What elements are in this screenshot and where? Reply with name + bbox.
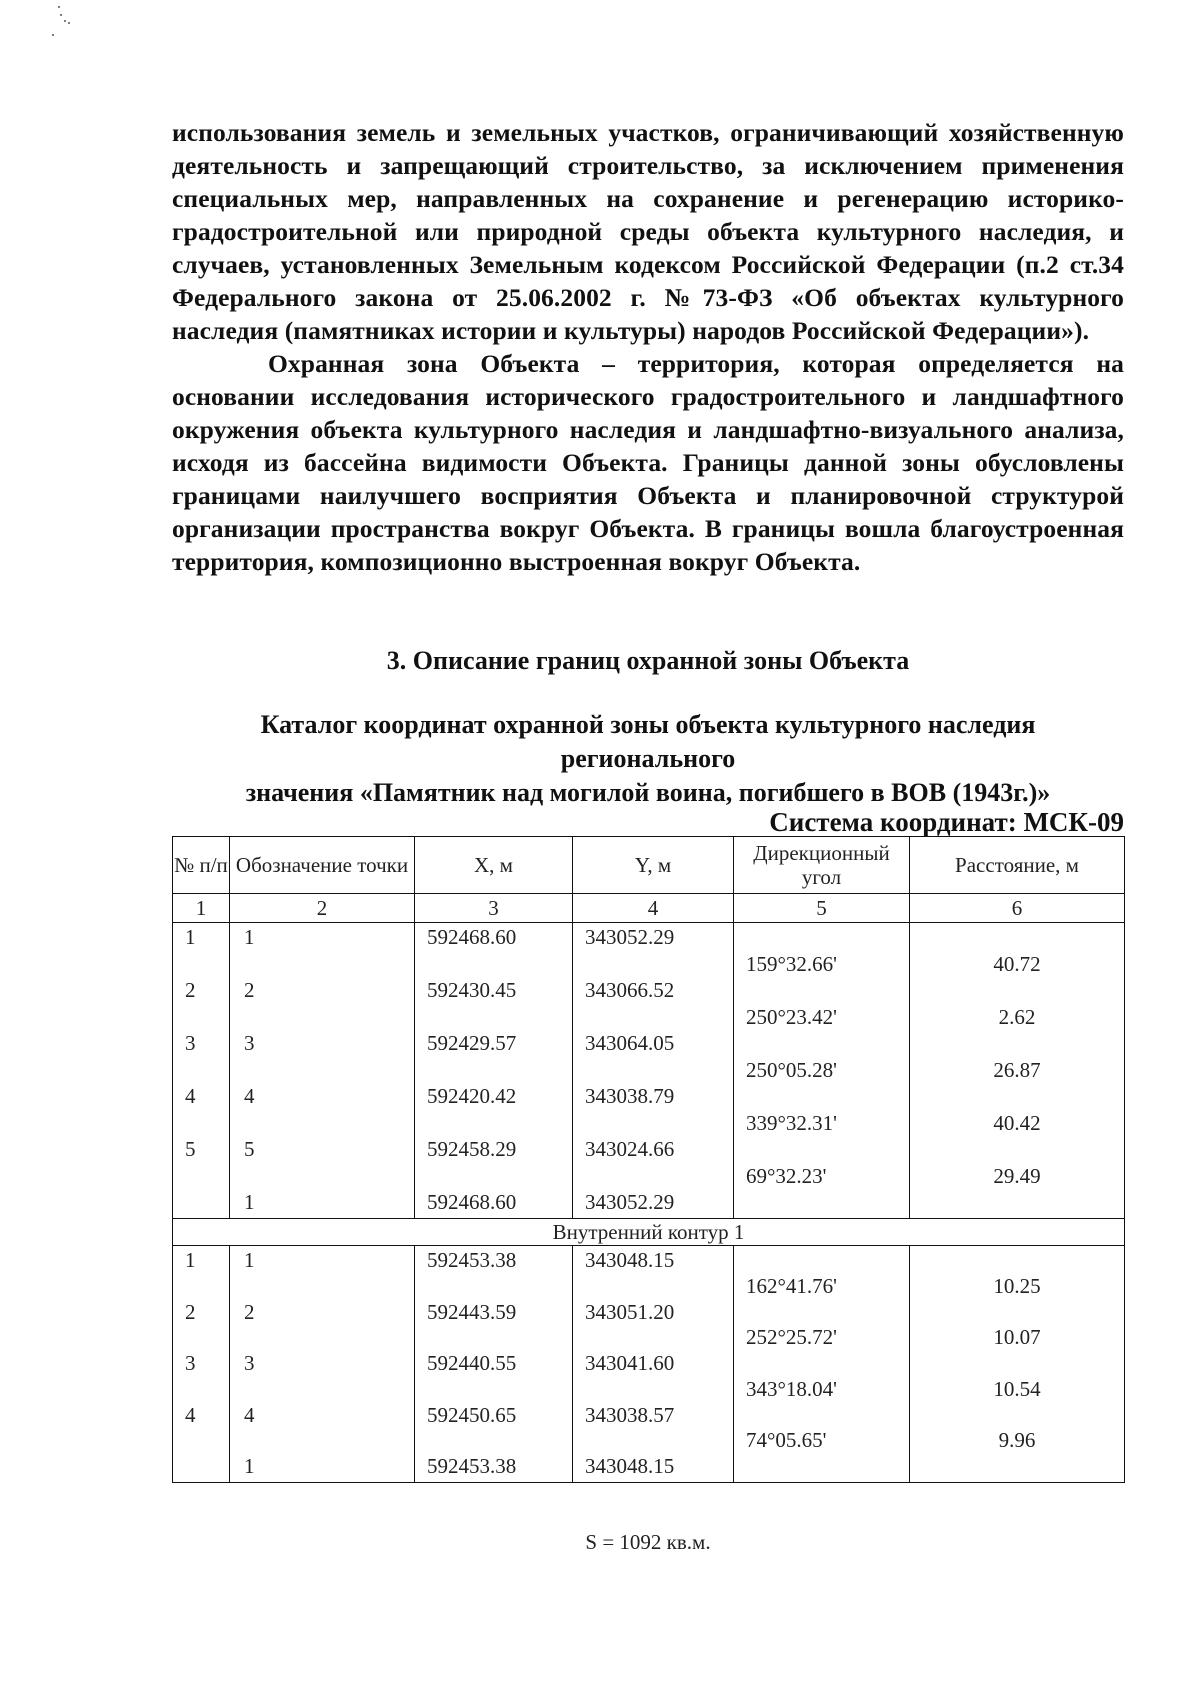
table-cell: 10.07 [993,1325,1041,1350]
outer-x-column [415,923,573,1219]
table-cell: 1 [185,1248,196,1272]
table-cell: 2 [185,978,196,1002]
column-number: 4 [573,894,734,923]
table-cell: 9.96 [998,1428,1036,1453]
table-cell: 2 [244,1299,255,1324]
table-cell: 592430.45 [427,978,517,1002]
inner-contour-label: Внутренний контур 1 [173,1219,1125,1246]
body-text [172,116,1124,578]
inner-distance-column [910,1246,1125,1483]
table-cell: 343048.15 [585,1248,675,1272]
table-cell: 5 [185,1137,196,1161]
column-number-row [173,894,1125,923]
table-cell: 69°32.23' [746,1163,827,1188]
inner-name-column [230,1246,415,1483]
table-cell: 1 [244,1454,255,1478]
paragraph-protected-zone: Охранная зона Объекта – территория, которая определяется на основании исследования исторического градостроительного и ландшафтного окружения объекта культурного наследия и ландшафтно-визуального анализа, исходя из бассейна видимости Объекта. Границы данной зоны обусловлены границами наилучшего восприятия Объекта и планировочной структурой организации пространства вокруг Объекта. В границы вошла благоустроенная территория, композиционно выстроенная вокруг Объекта. [172,349,1124,576]
table-cell: 74°05.65' [746,1428,827,1453]
table-cell: 339°32.31' [746,1110,837,1135]
table-cell: 5 [244,1137,255,1161]
header-y: Y, м [573,837,734,894]
table-cell: 343038.79 [585,1084,675,1108]
header-num: № п/п [173,837,230,894]
table-cell: 592453.38 [427,1248,517,1272]
area-note: S = 1092 кв.м. [585,1530,711,1554]
catalog-title-line1: Каталог координат охранной зоны объекта культурного наследия регионального [260,710,1036,773]
table-cell: 10.54 [993,1376,1041,1401]
table-cell: 343052.29 [585,1190,675,1214]
outer-name-column [230,923,415,1219]
table-cell: 29.49 [993,1163,1041,1188]
table-cell: 3 [185,1031,196,1055]
outer-contour-block [173,923,1125,1219]
table-cell: 592453.38 [427,1454,517,1478]
column-number: 2 [230,894,415,923]
table-cell: 162°41.76' [746,1273,837,1298]
column-number: 3 [415,894,573,923]
table-cell: 40.42 [993,1110,1041,1135]
table-cell: 2.62 [998,1004,1036,1029]
table-cell: 250°23.42' [746,1004,837,1029]
table-cell: 592420.42 [427,1084,517,1108]
table-cell: 3 [244,1031,255,1055]
table-cell: 592458.29 [427,1137,517,1161]
column-number: 5 [734,894,910,923]
outer-distance-column [910,923,1125,1219]
column-number: 1 [173,894,230,923]
outer-angle-column [734,923,910,1219]
table-cell: 250°05.28' [746,1057,837,1082]
table-cell: 26.87 [993,1057,1041,1082]
table-cell: 1 [244,1190,255,1214]
table-cell: 40.72 [993,951,1041,976]
table-cell: 592443.59 [427,1299,517,1324]
inner-angle-column [734,1246,910,1483]
table-cell: 252°25.72' [746,1325,837,1350]
paragraph-land-use: использования земель и земельных участков, ограничивающий хозяйственную деятельность и запрещающий строительство, за исключением применения специальных мер, направленных на сохранение и регенерацию историко-градостроительной или природной среды объекта культурного наследия, и случаев, установленных Земельным кодексом Российской Федерации (п.2 ст.34 Федерального закона от 25.06.2002 г. №73-ФЗ «Об объектах культурного наследия (памятниках истории и культуры) народов Российской Федерации»). [172,118,1124,345]
table-cell: 343066.52 [585,978,675,1002]
coordinate-system: Система координат: МСК-09 [769,807,1124,837]
table-cell: 4 [244,1084,255,1108]
table-cell: 2 [244,978,255,1002]
table-cell: 592429.57 [427,1031,517,1055]
table-cell: 343064.05 [585,1031,675,1055]
table-cell: 343°18.04' [746,1376,837,1401]
table-cell: 10.25 [993,1273,1041,1298]
header-distance: Расстояние, м [910,837,1125,894]
table-cell: 3 [244,1351,255,1375]
inner-contour-label-row [173,1219,1125,1246]
table-header-row [173,837,1125,894]
inner-x-column [415,1246,573,1483]
inner-idx-column [173,1246,230,1483]
column-number: 6 [910,894,1125,923]
table-cell: 592468.60 [427,925,517,949]
table-cell: 343024.66 [585,1137,675,1161]
header-x: X, м [415,837,573,894]
table-cell: 4 [244,1402,255,1427]
outer-y-column [573,923,734,1219]
table-cell: 592440.55 [427,1351,517,1375]
table-cell: 1 [244,925,255,949]
inner-y-column [573,1246,734,1483]
table-cell: 2 [185,1299,196,1324]
header-angle: Дирекционный угол [734,837,910,894]
outer-idx-column [173,923,230,1219]
table-cell: 343052.29 [585,925,675,949]
table-cell: 592468.60 [427,1190,517,1214]
table-cell: 592450.65 [427,1402,517,1427]
table-cell: 4 [185,1084,196,1108]
table-cell: 1 [185,925,196,949]
catalog-title [172,708,1124,810]
table-cell: 159°32.66' [746,951,837,976]
table-cell: 3 [185,1351,196,1375]
scan-specks [52,4,72,38]
section-heading: 3. Описание границ охранной зоны Объекта [386,646,910,675]
table-cell: 343038.57 [585,1402,675,1427]
table-cell: 343051.20 [585,1299,675,1324]
table-cell: 343048.15 [585,1454,675,1478]
catalog-title-line2: значения «Памятник над могилой воина, погибшего в ВОВ (1943г.)» [245,778,1051,807]
inner-contour-block [173,1246,1125,1483]
coordinates-table [172,836,1125,1483]
header-point: Обозначение точки [230,837,415,894]
table-cell: 4 [185,1402,196,1427]
table-cell: 343041.60 [585,1351,675,1375]
table-cell: 1 [244,1248,255,1272]
